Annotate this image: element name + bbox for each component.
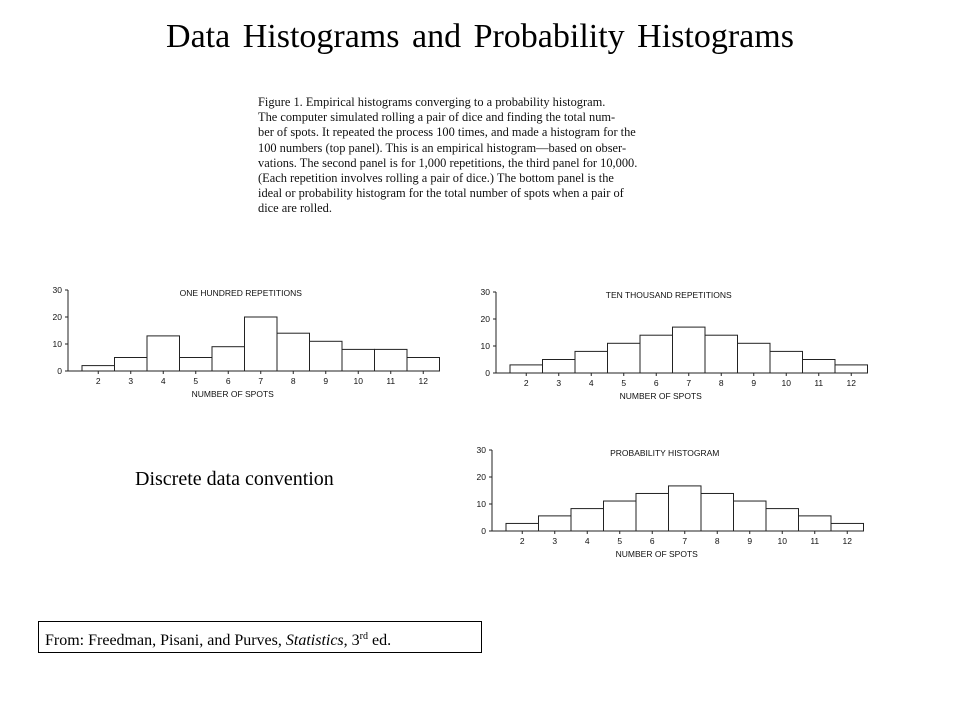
- histogram-bar: [835, 365, 868, 373]
- histogram-bar: [245, 317, 278, 371]
- y-tick-label: 20: [476, 472, 486, 482]
- histogram-bar: [738, 343, 771, 373]
- x-axis-label: NUMBER OF SPOTS: [191, 389, 274, 399]
- x-tick-label: 12: [418, 376, 428, 386]
- histogram-bar: [669, 486, 702, 531]
- histogram-bar: [799, 516, 832, 531]
- chart-title: TEN THOUSAND REPETITIONS: [605, 290, 732, 300]
- histogram-bar: [608, 343, 641, 373]
- x-tick-label: 6: [225, 376, 231, 386]
- caption-line: (Each repetition involves rolling a pair of dice.) The bottom panel is the: [258, 171, 614, 186]
- x-tick-label: 5: [193, 376, 199, 386]
- x-tick-label: 5: [621, 378, 627, 388]
- histogram-bar: [147, 336, 180, 371]
- source-superscript: rd: [359, 631, 368, 642]
- histogram-bar: [705, 335, 738, 373]
- x-tick-label: 4: [160, 376, 166, 386]
- histogram-bar: [803, 360, 836, 374]
- histogram-bar: [212, 347, 245, 371]
- x-tick-label: 10: [777, 536, 787, 546]
- x-tick-label: 10: [353, 376, 363, 386]
- chart-title: PROBABILITY HISTOGRAM: [610, 448, 720, 458]
- x-tick-label: 9: [747, 536, 753, 546]
- caption-line: The computer simulated rolling a pair of dice and finding the total num-: [258, 110, 616, 125]
- y-tick-label: 10: [476, 499, 486, 509]
- histogram-bar: [407, 358, 440, 372]
- source-suffix: ed.: [368, 632, 392, 649]
- x-tick-label: 7: [682, 536, 688, 546]
- histogram-bar: [770, 351, 803, 373]
- x-tick-label: 9: [323, 376, 329, 386]
- x-tick-label: 12: [842, 536, 852, 546]
- histogram-bar: [571, 509, 604, 531]
- y-tick-label: 30: [476, 445, 486, 455]
- x-tick-label: 5: [617, 536, 623, 546]
- histogram-bar: [277, 333, 310, 371]
- histogram-svg: [474, 280, 874, 406]
- histogram-bar: [342, 349, 375, 371]
- x-axis-label: NUMBER OF SPOTS: [615, 549, 698, 559]
- histogram-bar: [115, 358, 148, 372]
- histogram-bar: [82, 366, 115, 371]
- x-tick-label: 2: [95, 376, 101, 386]
- x-tick-label: 6: [653, 378, 659, 388]
- x-tick-label: 2: [523, 378, 529, 388]
- caption-line: ber of spots. It repeated the process 100 times, and made a histogram for the: [258, 125, 636, 140]
- x-tick-label: 8: [290, 376, 296, 386]
- histogram-bar: [831, 523, 864, 531]
- x-tick-label: 7: [258, 376, 264, 386]
- source-edition: , 3: [343, 632, 360, 649]
- source-citation: [38, 621, 482, 653]
- y-tick-label: 10: [480, 341, 490, 351]
- x-tick-label: 8: [714, 536, 720, 546]
- y-tick-label: 0: [481, 526, 486, 536]
- x-tick-label: 9: [751, 378, 757, 388]
- x-tick-label: 11: [386, 376, 396, 386]
- x-tick-label: 4: [584, 536, 590, 546]
- chart-title: ONE HUNDRED REPETITIONS: [179, 288, 302, 298]
- caption-line: dice are rolled.: [258, 201, 332, 216]
- source-book-title: Statistics: [285, 632, 344, 649]
- histogram-bar: [180, 358, 213, 372]
- x-tick-label: 11: [814, 378, 824, 388]
- x-tick-label: 2: [519, 536, 525, 546]
- histogram-bar: [604, 501, 637, 531]
- histogram-bar: [766, 509, 799, 531]
- x-tick-label: 10: [781, 378, 791, 388]
- y-tick-label: 0: [57, 366, 62, 376]
- histogram-bar: [375, 349, 408, 371]
- x-tick-label: 3: [128, 376, 134, 386]
- caption-line: ideal or probability histogram for the total number of spots when a pair of: [258, 186, 624, 201]
- y-tick-label: 30: [480, 287, 490, 297]
- source-prefix: From: Freedman, Pisani, and Purves,: [45, 632, 286, 649]
- histogram-bar: [506, 523, 539, 531]
- y-tick-label: 0: [485, 368, 490, 378]
- x-tick-label: 3: [552, 536, 558, 546]
- histogram-bar: [310, 341, 343, 371]
- caption-line: 100 numbers (top panel). This is an empirical histogram—based on obser-: [258, 140, 627, 155]
- histogram-bar: [543, 360, 576, 374]
- histogram-bar: [510, 365, 543, 373]
- histogram-bar: [701, 493, 734, 531]
- y-tick-label: 30: [52, 285, 62, 295]
- histogram-bar: [575, 351, 608, 373]
- x-tick-label: 11: [810, 536, 820, 546]
- histogram-bar: [734, 501, 767, 531]
- caption-line: vations. The second panel is for 1,000 repetitions, the third panel for 10,000.: [258, 155, 638, 170]
- y-tick-label: 20: [52, 312, 62, 322]
- x-tick-label: 3: [556, 378, 562, 388]
- x-tick-label: 4: [588, 378, 594, 388]
- y-tick-label: 10: [52, 339, 62, 349]
- x-tick-label: 12: [846, 378, 856, 388]
- caption-line: Figure 1. Empirical histograms converging to a probability histogram.: [258, 95, 606, 109]
- x-tick-label: 7: [686, 378, 692, 388]
- histogram-bar: [636, 493, 669, 531]
- histogram-bar: [539, 516, 572, 531]
- slide-title: Data Histograms and Probability Histograms: [166, 18, 794, 55]
- x-tick-label: 6: [649, 536, 655, 546]
- histogram-probability: [470, 438, 870, 564]
- x-axis-label: NUMBER OF SPOTS: [619, 391, 702, 401]
- histogram-one-hundred: [46, 278, 446, 404]
- figure-caption: [258, 95, 704, 217]
- histogram-svg: [470, 438, 870, 564]
- histogram-bar: [673, 327, 706, 373]
- y-tick-label: 20: [480, 314, 490, 324]
- x-tick-label: 8: [718, 378, 724, 388]
- histogram-ten-thousand: [474, 280, 874, 406]
- histogram-svg: [46, 278, 446, 404]
- histogram-bar: [640, 335, 673, 373]
- convention-label: Discrete data convention: [135, 468, 334, 490]
